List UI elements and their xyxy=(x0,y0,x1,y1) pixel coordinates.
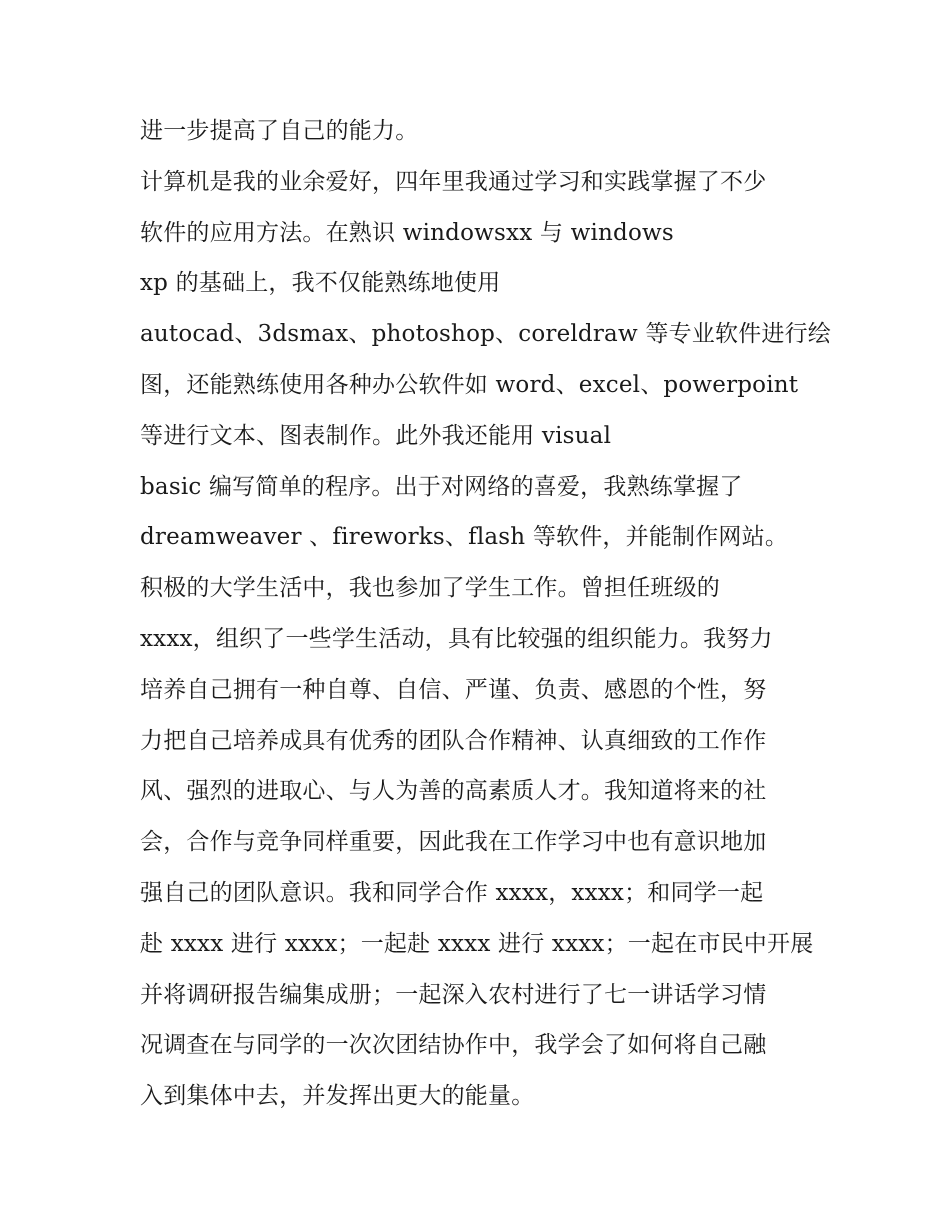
text-line: 培养自己拥有一种自尊、自信、严谨、负责、感恩的个性，努 xyxy=(140,676,767,703)
text-line: 图，还能熟练使用各种办公软件如 word、excel、powerpoint xyxy=(140,371,799,398)
text-line: 软件的应用方法。在熟识 windowsxx 与 windows xyxy=(140,219,674,246)
text-line: 积极的大学生活中，我也参加了学生工作。曾担任班级的 xyxy=(140,575,720,602)
text-line: 力把自己培养成具有优秀的团队合作精神、认真细致的工作作 xyxy=(140,727,767,754)
text-line: 赴 xxxx 进行 xxxx；一起赴 xxxx 进行 xxxx；一起在市民中开展 xyxy=(140,930,814,957)
text-line: 强自己的团队意识。我和同学合作 xxxx，xxxx；和同学一起 xyxy=(140,879,764,906)
text-line: 并将调研报告编集成册；一起深入农村进行了七一讲话学习情 xyxy=(140,981,767,1008)
text-line: basic 编写简单的程序。出于对网络的喜爱，我熟练掌握了 xyxy=(140,473,743,500)
text-line: 会，合作与竞争同样重要，因此我在工作学习中也有意识地加 xyxy=(140,829,767,856)
text-line: 入到集体中去，并发挥出更大的能量。 xyxy=(140,1083,535,1110)
text-line: xp 的基础上，我不仅能熟练地使用 xyxy=(140,270,501,297)
text-line: dreamweaver 、fireworks、flash 等软件，并能制作网站。 xyxy=(140,524,789,551)
text-line: 进一步提高了自己的能力。 xyxy=(140,118,419,144)
text-line: 等进行文本、图表制作。此外我还能用 visual xyxy=(140,422,612,449)
text-line: autocad、3dsmax、photoshop、coreldraw 等专业软件进行绘 xyxy=(140,321,831,348)
text-line: 计算机是我的业余爱好，四年里我通过学习和实践掌握了不少 xyxy=(140,168,767,195)
text-line: 风、强烈的进取心、与人为善的高素质人才。我知道将来的社 xyxy=(140,778,767,805)
text-line: xxxx，组织了一些学生活动，具有比较强的组织能力。我努力 xyxy=(140,625,773,652)
text-line: 况调查在与同学的一次次团结协作中，我学会了如何将自己融 xyxy=(140,1032,767,1059)
body-text xyxy=(140,106,830,1122)
